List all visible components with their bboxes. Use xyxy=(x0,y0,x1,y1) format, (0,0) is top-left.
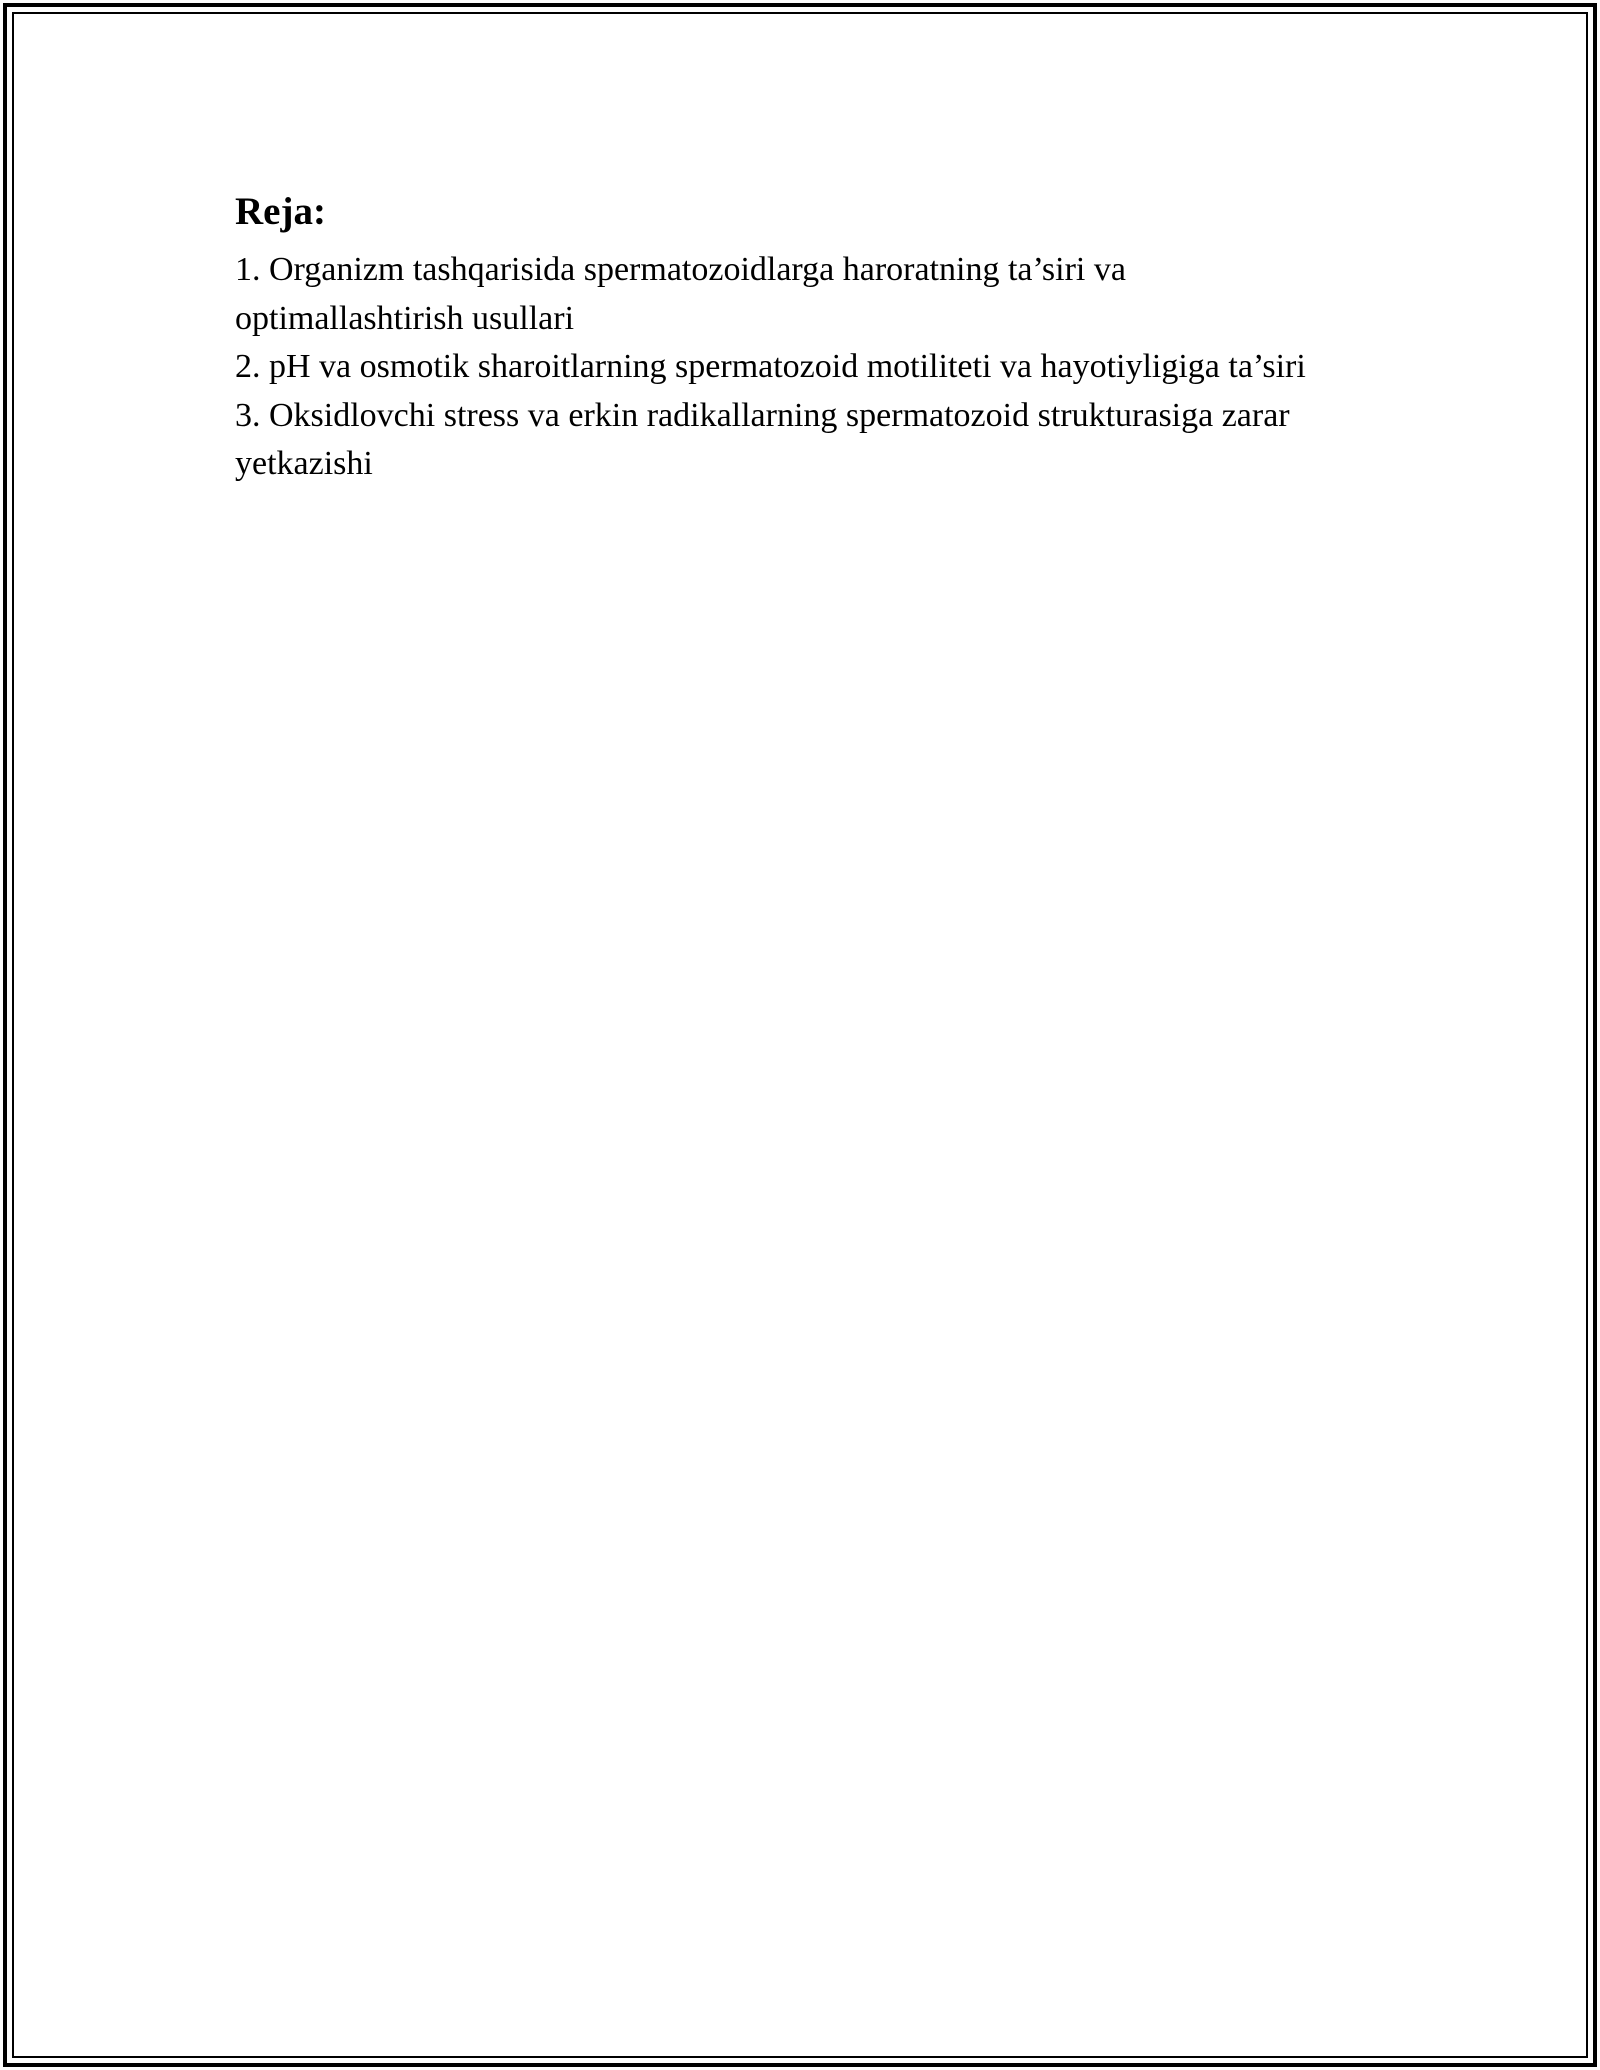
plan-list xyxy=(235,246,1355,489)
plan-heading: Reja: xyxy=(235,190,326,233)
plan-item-2: 2. pH va osmotik sharoitlarning spermatozoid motiliteti va hayotiyligiga ta’siri xyxy=(235,348,1306,385)
plan-item-1: 1. Organizm tashqarisida spermatozoidlarga haroratning ta’siri va optimallashtirish usullari xyxy=(235,251,1126,337)
page-content xyxy=(235,186,1355,489)
plan-item-3: 3. Oksidlovchi stress va erkin radikallarning spermatozoid strukturasiga zarar yetkazishi xyxy=(235,396,1290,482)
